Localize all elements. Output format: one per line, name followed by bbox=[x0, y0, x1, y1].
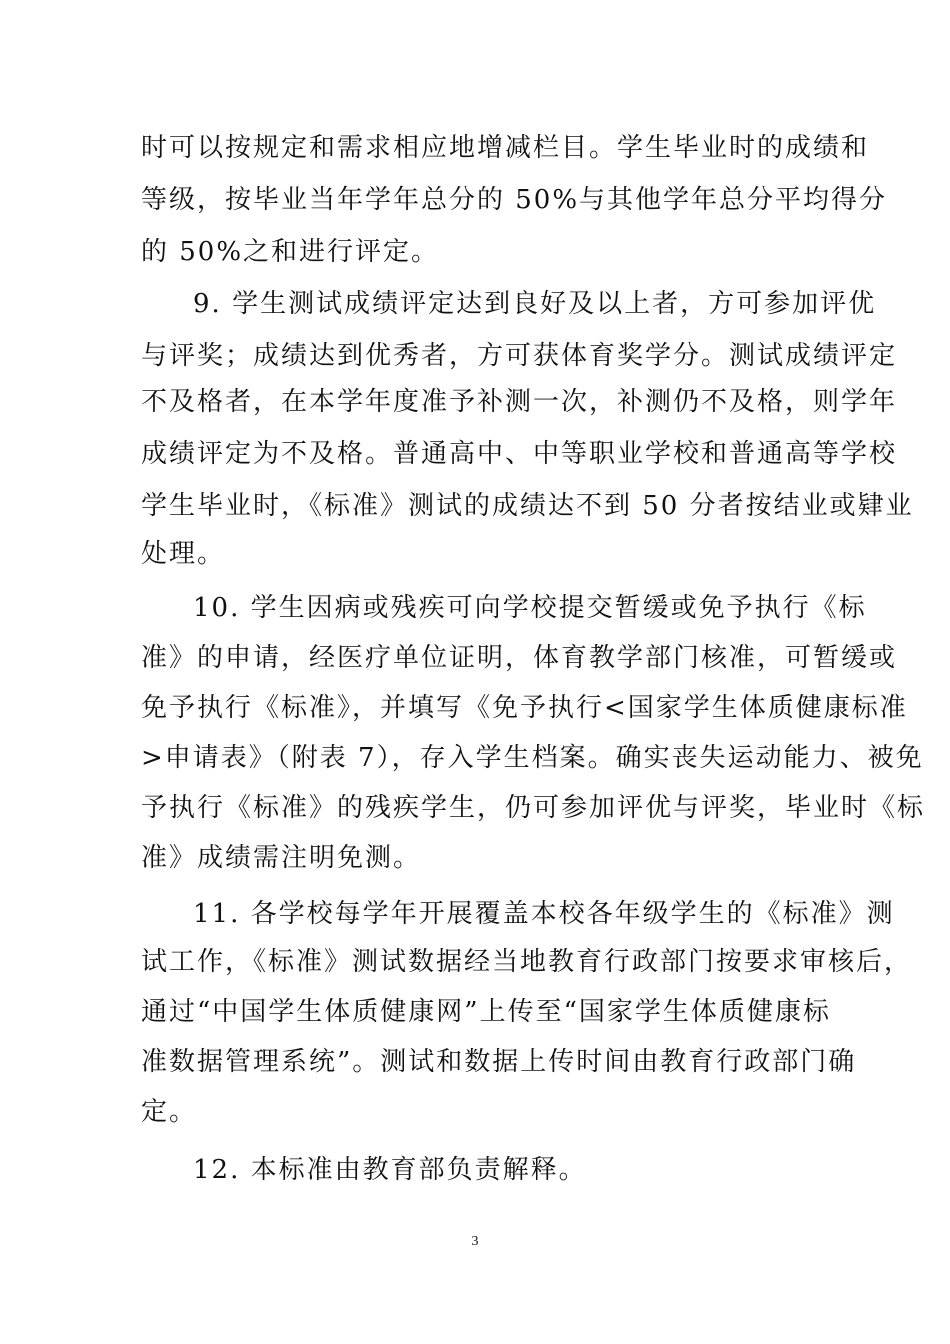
paragraph-2-line-6: 处理。 bbox=[141, 539, 226, 569]
paragraph-2-line-1: 9. 学生测试成绩评定达到良好及以上者，方可参加评优 bbox=[193, 289, 877, 319]
paragraph-4-line-1: 11. 各学校每学年开展覆盖本校各年级学生的《标准》测 bbox=[193, 899, 895, 929]
paragraph-3-line-1: 10. 学生因病或残疾可向学校提交暂缓或免予执行《标 bbox=[193, 593, 867, 623]
paragraph-3-line-2: 准》的申请，经医疗单位证明，体育教学部门核准，可暂缓或 bbox=[141, 643, 898, 673]
paragraph-3-line-5: 予执行《标准》的残疾学生，仍可参加评优与评奖，毕业时《标 bbox=[141, 793, 926, 823]
paragraph-4-line-5: 定。 bbox=[141, 1097, 198, 1127]
paragraph-2-line-4: 成绩评定为不及格。普通高中、中等职业学校和普通高等学校 bbox=[141, 439, 898, 469]
paragraph-2-line-3: 不及格者，在本学年度准予补测一次，补测仍不及格，则学年 bbox=[141, 387, 898, 417]
paragraph-4-line-4: 准数据管理系统”。测试和数据上传时间由教育行政部门确 bbox=[141, 1047, 857, 1077]
paragraph-1-line-3: 的 50%之和进行评定。 bbox=[141, 237, 440, 267]
paragraph-2-line-5: 学生毕业时，《标准》测试的成绩达不到 50 分者按结业或肄业 bbox=[141, 491, 914, 521]
paragraph-4-line-2: 试工作，《标准》测试数据经当地教育行政部门按要求审核后， bbox=[141, 947, 913, 977]
paragraph-2-line-2: 与评奖；成绩达到优秀者，方可获体育奖学分。测试成绩评定 bbox=[141, 341, 898, 371]
page-number: 3 bbox=[471, 1234, 479, 1249]
paragraph-3-line-6: 准》成绩需注明免测。 bbox=[141, 843, 422, 873]
paragraph-3-line-4: >申请表》（附表 7），存入学生档案。确实丧失运动能力、被免 bbox=[141, 743, 924, 773]
paragraph-5-line-1: 12. 本标准由教育部负责解释。 bbox=[193, 1155, 587, 1185]
paragraph-1-line-1: 时可以按规定和需求相应地增减栏目。学生毕业时的成绩和 bbox=[141, 133, 870, 163]
paragraph-1-line-2: 等级，按毕业当年学年总分的 50%与其他学年总分平均得分 bbox=[141, 185, 888, 215]
paragraph-3-line-3: 免予执行《标准》，并填写《免予执行<国家学生体质健康标准 bbox=[141, 693, 908, 723]
paragraph-4-line-3: 通过“中国学生体质健康网”上传至“国家学生体质健康标 bbox=[141, 997, 831, 1027]
